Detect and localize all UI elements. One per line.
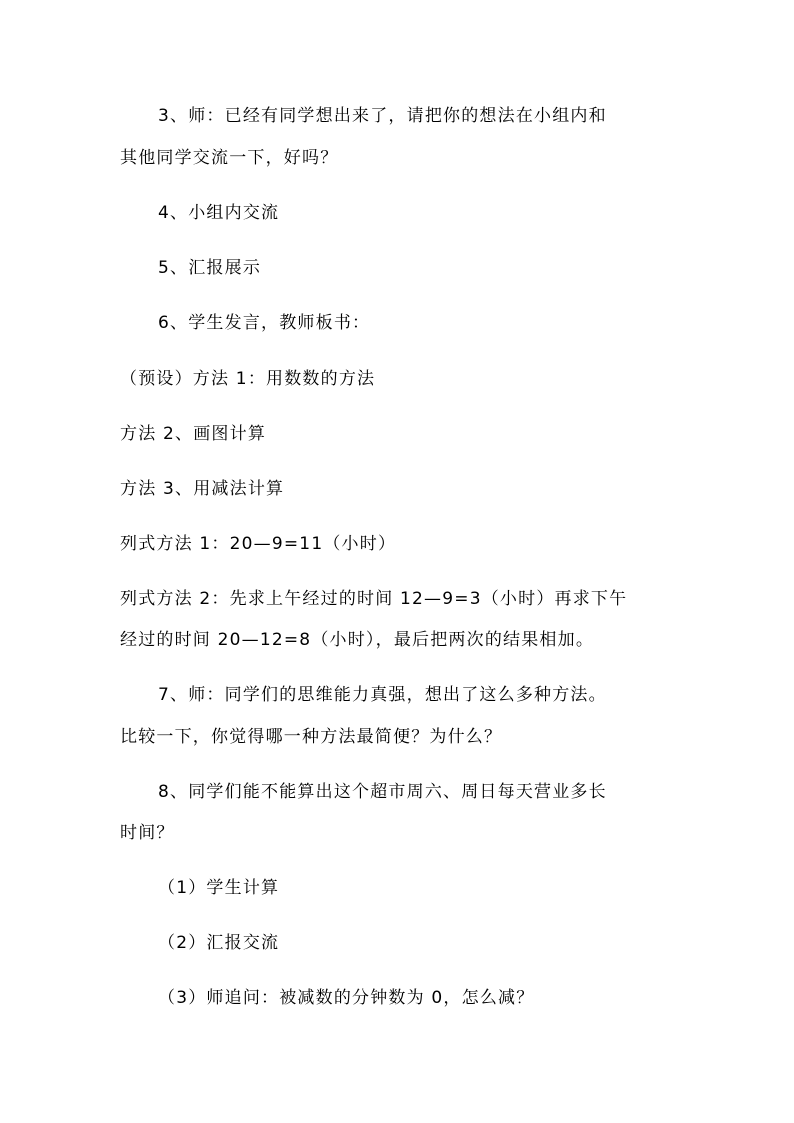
- method-3: 方法 3、用减法计算: [120, 479, 285, 499]
- formula-method-2-line-2: 经过的时间 20—12=8（小时），最后把两次的结果相加。: [120, 630, 595, 650]
- paragraph-step-7-line-1: 7、师：同学们的思维能力真强，想出了这么多种方法。: [158, 685, 607, 705]
- formula-method-1: 列式方法 1：20—9=11（小时）: [120, 534, 397, 554]
- paragraph-step-5: 5、汇报展示: [158, 258, 262, 278]
- paragraph-step-6: 6、学生发言，教师板书：: [158, 313, 371, 333]
- paragraph-step-3-line-1: 3、师：已经有同学想出来了，请把你的想法在小组内和: [158, 106, 607, 126]
- paragraph-step-8-line-2: 时间？: [120, 823, 175, 843]
- paragraph-step-3-line-2: 其他同学交流一下，好吗？: [120, 148, 339, 168]
- formula-method-2-line-1: 列式方法 2：先求上午经过的时间 12—9=3（小时）再求下午: [120, 589, 628, 609]
- method-1: （预设）方法 1：用数数的方法: [120, 369, 376, 389]
- paragraph-step-7-line-2: 比较一下，你觉得哪一种方法最简便？为什么？: [120, 727, 503, 747]
- sub-step-3: （3）师追问：被减数的分钟数为 0，怎么减？: [158, 988, 535, 1008]
- paragraph-step-4: 4、小组内交流: [158, 203, 280, 223]
- paragraph-step-8-line-1: 8、同学们能不能算出这个超市周六、周日每天营业多长: [158, 782, 607, 802]
- method-2: 方法 2、画图计算: [120, 424, 267, 444]
- sub-step-2: （2）汇报交流: [158, 933, 280, 953]
- sub-step-1: （1）学生计算: [158, 878, 280, 898]
